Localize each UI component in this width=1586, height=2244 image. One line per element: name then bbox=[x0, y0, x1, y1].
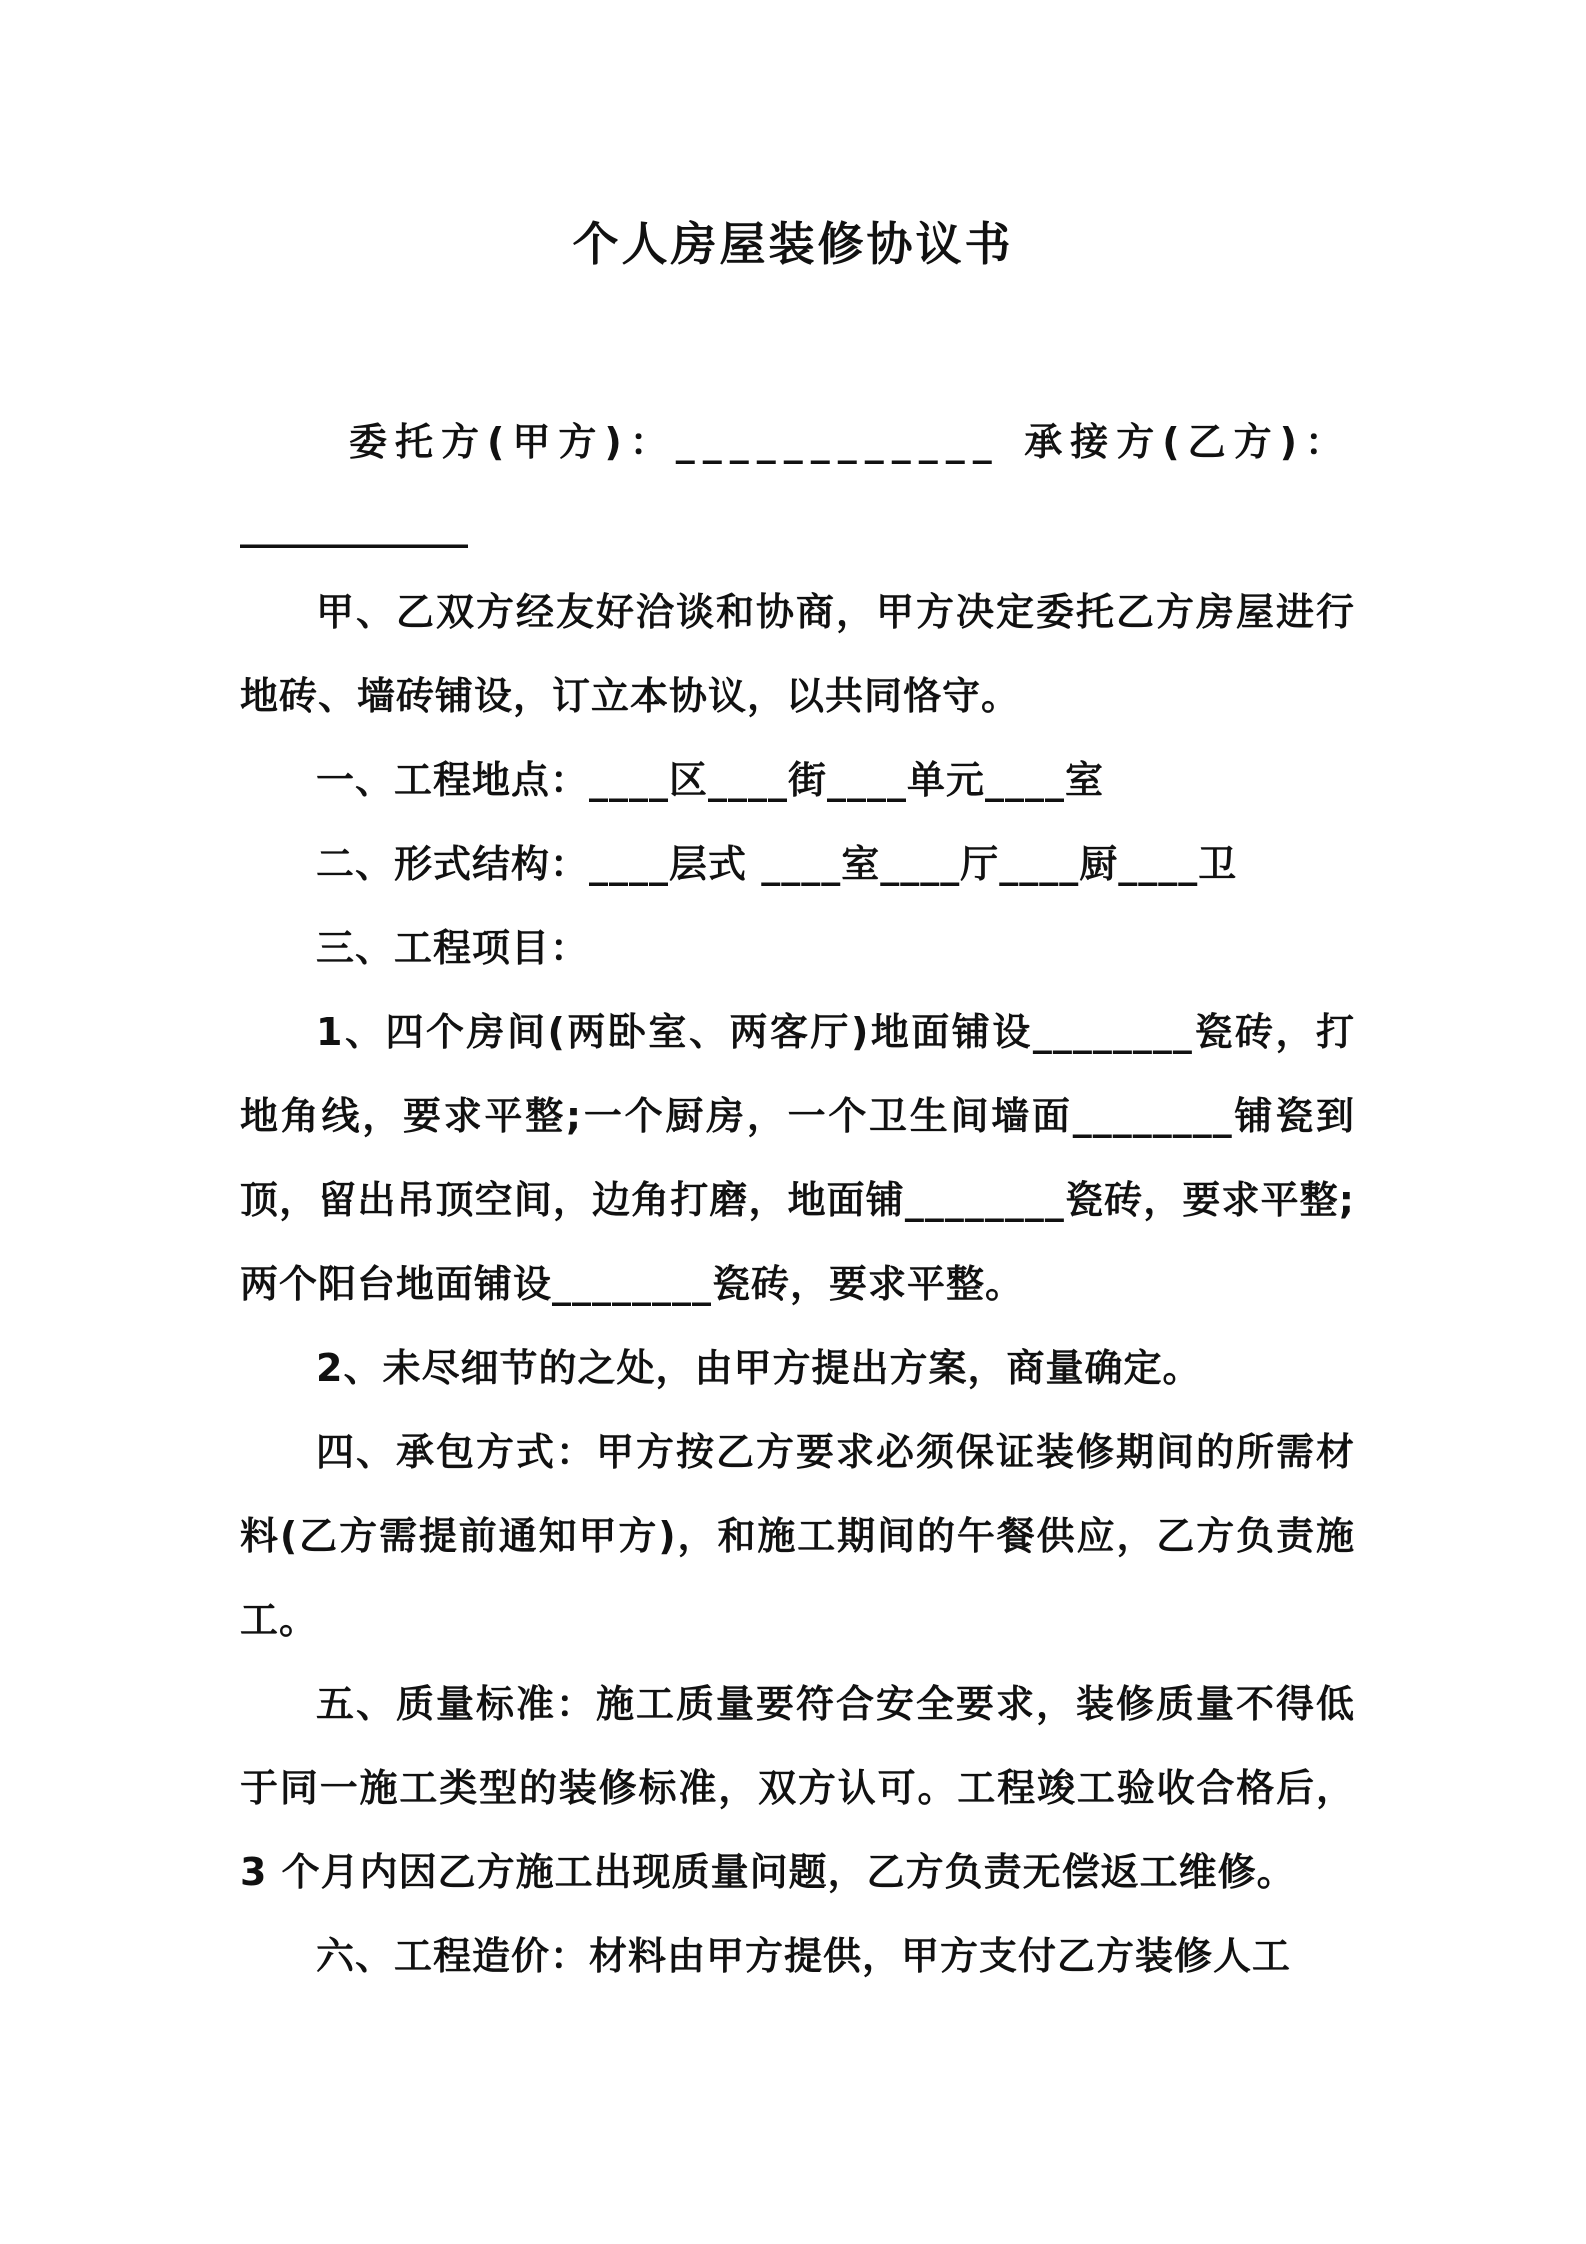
paragraph-intro: 甲、乙双方经友好洽谈和协商，甲方决定委托乙方房屋进行地砖、墙砖铺设，订立本协议，以共同恪守。 bbox=[240, 590, 1355, 718]
parties-line bbox=[240, 400, 1351, 484]
paragraph-cost: 六、工程造价：材料由甲方提供，甲方支付乙方装修人工 bbox=[316, 1934, 1292, 1978]
paragraph-contract-method: 四、承包方式：甲方按乙方要求必须保证装修期间的所需材料(乙方需提前通知甲方)，和施工期间的午餐供应，乙方负责施工。 bbox=[240, 1430, 1355, 1642]
paragraph-structure: 二、形式结构：____层式 ____室____厅____厨____卫 bbox=[316, 842, 1238, 886]
party-b-blank: ____________ bbox=[240, 504, 468, 548]
paragraph-quality-standard: 五、质量标准：施工质量要符合安全要求，装修质量不得低于同一施工类型的装修标准，双方认可。工程竣工验收合格后，3 个月内因乙方施工出现质量问题，乙方负责无偿返工维修。 bbox=[240, 1682, 1355, 1894]
paragraph-items-heading: 三、工程项目： bbox=[316, 926, 590, 970]
paragraph-item-2: 2、未尽细节的之处，由甲方提出方案，商量确定。 bbox=[316, 1346, 1202, 1390]
paragraph-location: 一、工程地点：____区____街____单元____室 bbox=[316, 758, 1105, 802]
party-b-line: 承接方(乙方)： bbox=[1024, 420, 1351, 464]
document-body bbox=[240, 570, 1355, 1998]
party-a-line: 委托方(甲方)：____________ bbox=[349, 420, 1000, 464]
parties-block bbox=[240, 400, 1351, 568]
paragraph-item-1: 1、四个房间(两卧室、两客厅)地面铺设________瓷砖，打地角线，要求平整;一个厨房，一个卫生间墙面________铺瓷到顶，留出吊顶空间，边角打磨，地面铺________瓷砖，要求平整;两个阳台地面铺设________瓷砖，要求平整。 bbox=[240, 1010, 1355, 1306]
document-title: 个人房屋装修协议书 bbox=[572, 217, 1014, 271]
